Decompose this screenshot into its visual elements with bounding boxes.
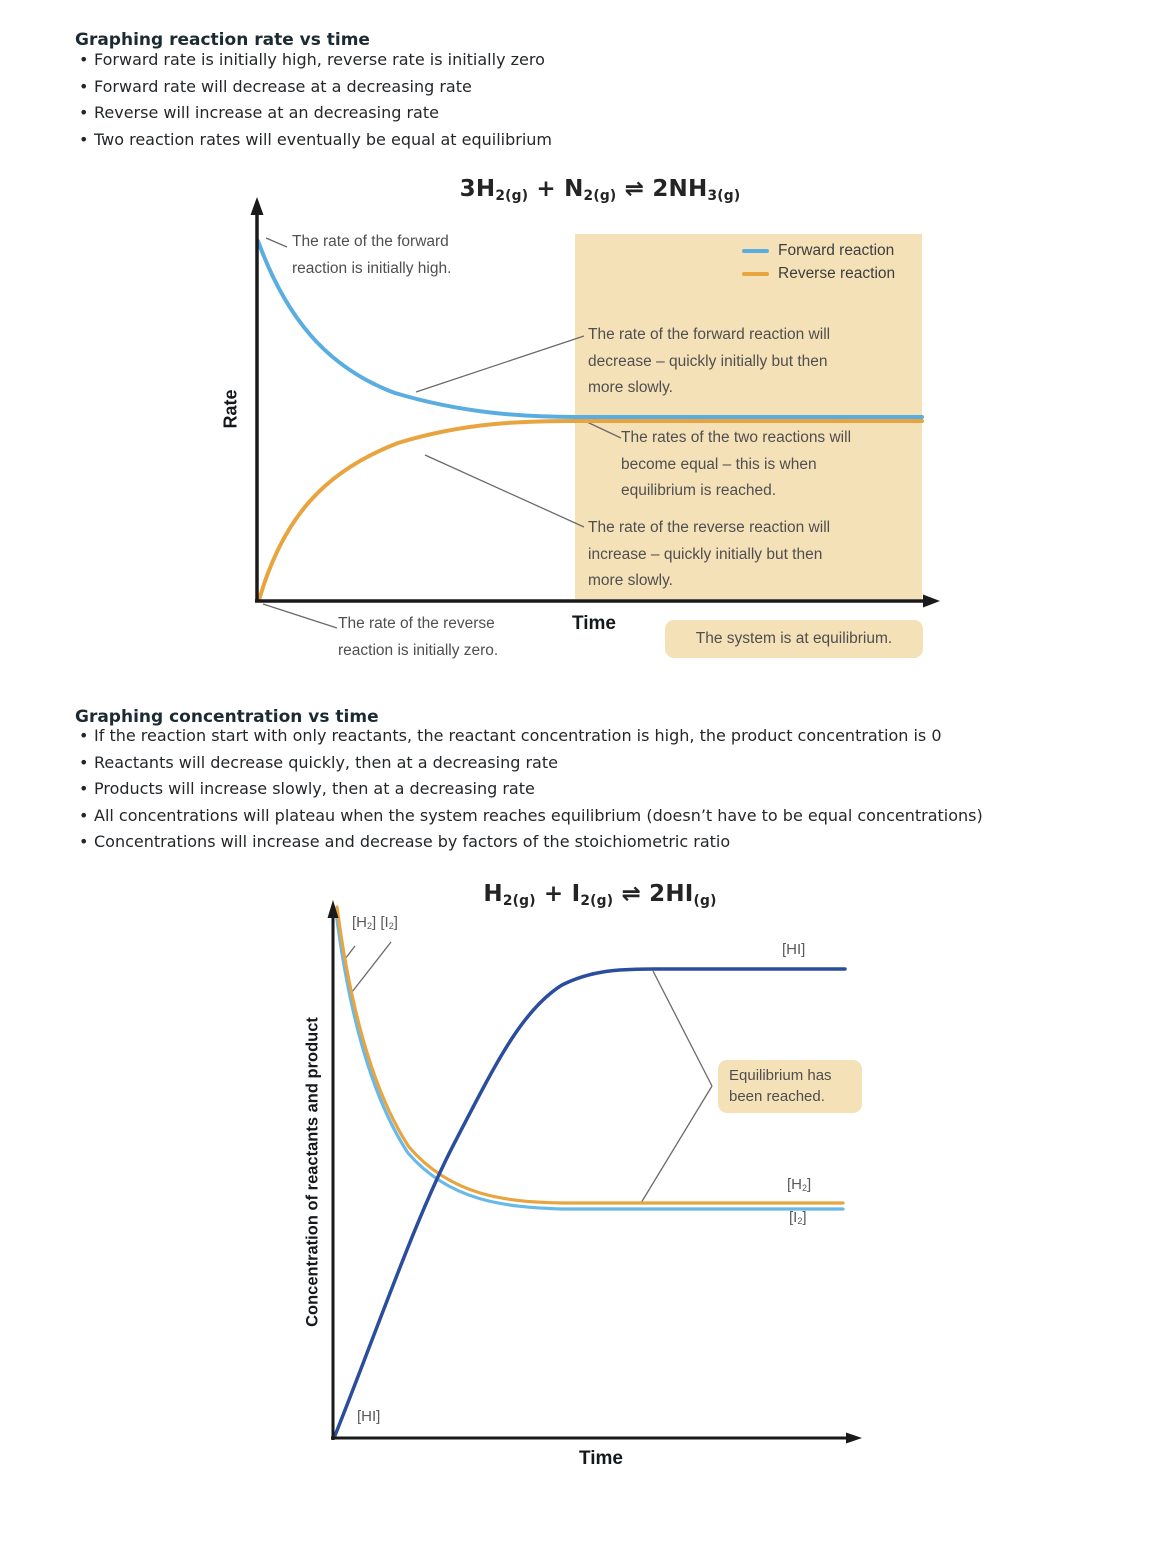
x-axis-arrow [846, 1433, 862, 1444]
bullet-text: If the reaction start with only reactants, the reactant concentration is high, the product concentration is 0 [94, 726, 942, 745]
bullet-list-conc [78, 723, 1128, 856]
y-axis-label-rate: Rate [220, 389, 241, 429]
bullet-item [78, 803, 1128, 830]
section-title-rate: Graphing reaction rate vs time [75, 30, 370, 50]
annotation-forward-decrease: The rate of the forward reaction will decrease – quickly initially but then more slowly. [588, 326, 831, 396]
annotation-reverse-initial: The rate of the reverse reaction is initially zero. [338, 615, 499, 659]
bullet-item [78, 47, 1098, 74]
bullet-item [78, 829, 1128, 856]
bullet-item [78, 776, 1128, 803]
legend-label: Reverse reaction [778, 265, 896, 282]
bullet-text: All concentrations will plateau when the system reaches equilibrium (doesn’t have to be equal concentrations) [94, 805, 983, 825]
annotation-reverse-increase: The rate of the reverse reaction will increase – quickly initially but then more slowly. [588, 519, 831, 589]
y-axis-arrow [251, 197, 264, 215]
bullet-text: Reactants will decrease quickly, then at a decreasing rate [94, 752, 558, 772]
legend-label: Forward reaction [778, 242, 895, 259]
chart1-legend [742, 242, 895, 283]
chart1-equation: 3H2(g) + N2(g) ⇌ 2NH3(g) [459, 176, 741, 204]
bullet-list-rate [78, 47, 1098, 153]
leader-lines [345, 942, 712, 1203]
bullet-text: Reverse will increase at an decreasing rate [94, 103, 439, 122]
x-axis-arrow [923, 595, 940, 608]
legend-row-forward [742, 242, 895, 260]
x-axis-label-time: Time [572, 613, 617, 634]
annotation-forward-initial: The rate of the forward reaction is initially high. [292, 233, 452, 277]
bullet-text: Two reaction rates will eventually be equal at equilibrium [94, 129, 552, 149]
label-hi-plateau: [HI] [782, 941, 806, 958]
bullet-text: Concentrations will increase and decrease by factors of the stoichiometric ratio [94, 832, 731, 851]
bullet-item [78, 750, 1128, 777]
bullet-text: Forward rate is initially high, reverse rate is initially zero [94, 50, 545, 69]
reverse-line-swatch [742, 272, 769, 277]
label-hi-start: [HI] [357, 1408, 381, 1425]
label-i2-plateau: [I2] [789, 1209, 807, 1227]
bullet-item [78, 127, 1098, 154]
bullet-item [78, 723, 1128, 750]
bullet-item [78, 100, 1098, 127]
y-axis-label-concentration: Concentration of reactants and product [303, 1017, 322, 1327]
system-equilibrium-box: The system is at equilibrium. [665, 620, 923, 658]
chart2-equation: H2(g) + I2(g) ⇌ 2HI(g) [483, 881, 717, 909]
annotation-rates-equal: The rates of the two reactions will become equal – this is when equilibrium is reached. [621, 429, 852, 499]
label-reactants-start: [H2] [I2] [352, 914, 398, 932]
x-axis-label-time: Time [579, 1448, 624, 1469]
section-title-conc: Graphing concentration vs time [75, 707, 379, 727]
legend-row-reverse [742, 265, 895, 283]
forward-line-swatch [742, 249, 769, 254]
bullet-text: Forward rate will decrease at a decreasing rate [94, 76, 472, 96]
axes [328, 900, 863, 1444]
bullet-item [78, 74, 1098, 101]
equilibrium-reached-box: Equilibrium has been reached. [718, 1060, 862, 1113]
label-h2-plateau: [H2] [787, 1176, 812, 1194]
bullet-text: Products will increase slowly, then at a decreasing rate [94, 779, 535, 798]
